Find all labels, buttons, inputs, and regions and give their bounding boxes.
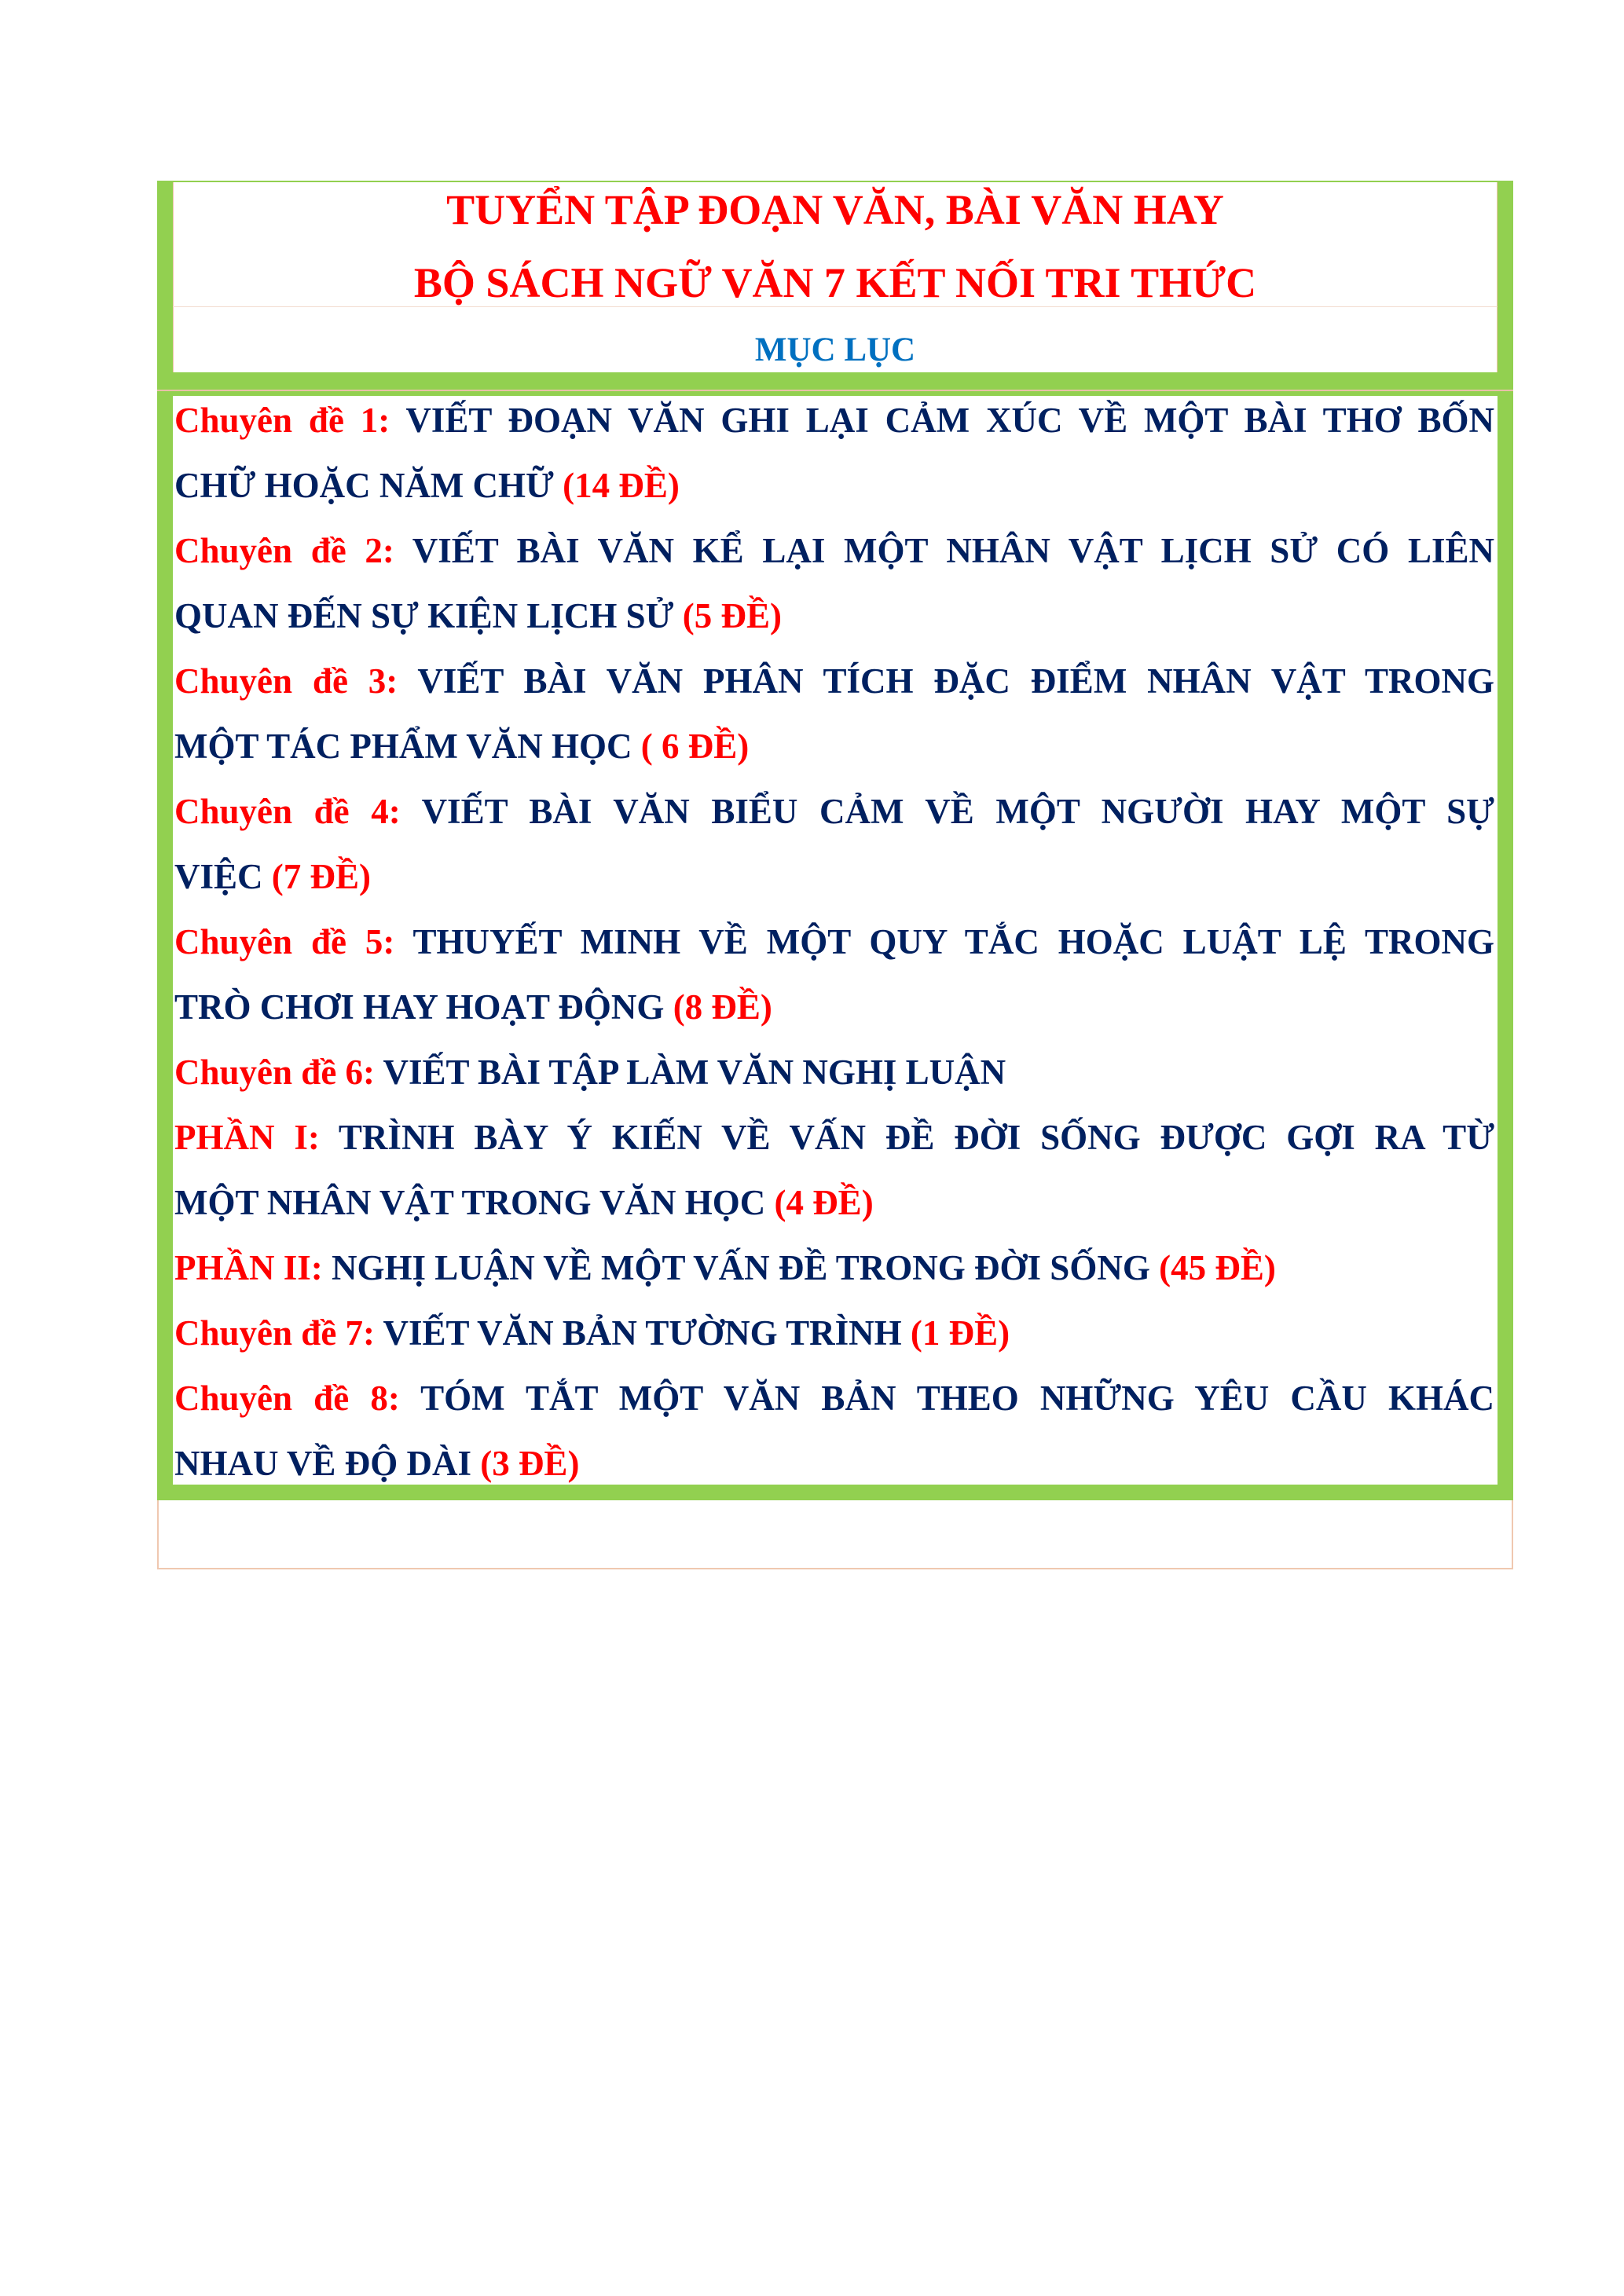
toc-entry-label: PHẦN I: [174,1118,320,1157]
toc-entry-label: Chuyên đề 5: [174,922,395,961]
toc-entry-count: (1 ĐỀ) [910,1313,1010,1353]
toc-entry-label: Chuyên đề 8: [174,1379,400,1418]
toc-entry-1-line2[interactable] [174,453,1494,518]
toc-entry-4-line1[interactable] [174,779,1494,844]
toc-entry-6[interactable] [174,1040,1494,1105]
toc-entry-8-line2[interactable] [174,1431,1494,1496]
toc-entry-5-line1[interactable] [174,910,1494,975]
toc-entry-title-cont: TRÒ CHƠI HAY HOẠT ĐỘNG [174,987,665,1027]
toc-entry-label: Chuyên đề 7: [174,1313,376,1353]
toc-entry-title-cont: MỘT TÁC PHẨM VĂN HỌC [174,727,632,766]
toc-entry-title-cont: CHỮ HOẶC NĂM CHỮ [174,466,554,505]
title-line-2: BỘ SÁCH NGỮ VĂN 7 KẾT NỐI TRI THỨC [413,259,1257,306]
toc-entry-title: VIẾT BÀI VĂN PHÂN TÍCH ĐẶC ĐIỂM NHÂN VẬT TRONG [417,661,1495,701]
toc-entry-count: (7 ĐỀ) [271,857,372,896]
toc-entry-title: THUYẾT MINH VỀ MỘT QUY TẮC HOẶC LUẬT LỆ TRONG [412,922,1494,961]
toc-entry-2-line1[interactable] [174,518,1494,584]
toc-entry-title: VIẾT BÀI TẬP LÀM VĂN NGHỊ LUẬN [383,1053,1006,1092]
toc-entry-part1-line2[interactable] [174,1170,1494,1236]
toc-entry-2-line2[interactable] [174,584,1494,649]
toc-entry-8-line1[interactable] [174,1366,1494,1431]
toc-entry-part2[interactable] [174,1236,1494,1301]
toc-entry-count: (8 ĐỀ) [673,987,772,1027]
toc-entry-count: (14 ĐỀ) [563,466,680,505]
title-line-1: TUYỂN TẬP ĐOẠN VĂN, BÀI VĂN HAY [446,186,1224,233]
toc-entry-title-cont: QUAN ĐẾN SỰ KIỆN LỊCH SỬ [174,596,674,635]
toc-entry-label: Chuyên đề 6: [174,1053,376,1092]
toc-entry-title: VIẾT BÀI VĂN KỂ LẠI MỘT NHÂN VẬT LỊCH SỬ CÓ LIÊN [412,531,1494,570]
toc-entry-7[interactable] [174,1301,1494,1366]
toc-entry-title: NGHỊ LUẬN VỀ MỘT VẤN ĐỀ TRONG ĐỜI SỐNG [332,1248,1150,1287]
toc-entry-part1-line1[interactable] [174,1105,1494,1170]
toc-entry-count: ( 6 ĐỀ) [640,727,750,766]
toc-entry-count: (5 ĐỀ) [682,596,782,635]
toc-entry-title: VIẾT ĐOẠN VĂN GHI LẠI CẢM XÚC VỀ MỘT BÀI THƠ BỐN [405,401,1494,440]
toc-entry-title: VIẾT VĂN BẢN TƯỜNG TRÌNH [383,1313,902,1353]
toc-entry-count: (4 ĐỀ) [774,1183,874,1222]
toc-entry-4-line2[interactable] [174,844,1494,910]
toc-entry-1-line1[interactable] [174,388,1494,453]
toc-entry-5-line2[interactable] [174,975,1494,1040]
toc-entry-title-cont: NHAU VỀ ĐỘ DÀI [174,1444,471,1483]
toc-entry-label: Chuyên đề 1: [174,401,390,440]
toc-entry-label: PHẦN II: [174,1248,323,1287]
toc-entry-title-cont: MỘT NHÂN VẬT TRONG VĂN HỌC [174,1183,766,1222]
toc-entry-label: Chuyên đề 2: [174,531,394,570]
toc-entry-count: (45 ĐỀ) [1159,1248,1276,1287]
toc-entry-title-cont: VIỆC [174,857,263,896]
toc-entry-title: TÓM TẮT MỘT VĂN BẢN THEO NHỮNG YÊU CẦU KHÁC [420,1379,1494,1418]
toc-entry-label: Chuyên đề 4: [174,792,401,831]
toc-entry-3-line2[interactable] [174,714,1494,779]
toc-heading: MỤC LỤC [754,331,916,368]
toc-entry-3-line1[interactable] [174,649,1494,714]
toc-entry-label: Chuyên đề 3: [174,661,398,701]
toc-entry-title: VIẾT BÀI VĂN BIỂU CẢM VỀ MỘT NGƯỜI HAY MỘT SỰ [421,792,1494,831]
toc-entry-count: (3 ĐỀ) [480,1444,580,1483]
toc-entry-title: TRÌNH BÀY Ý KIẾN VỀ VẤN ĐỀ ĐỜI SỐNG ĐƯỢC GỢI RA TỪ [338,1118,1495,1157]
